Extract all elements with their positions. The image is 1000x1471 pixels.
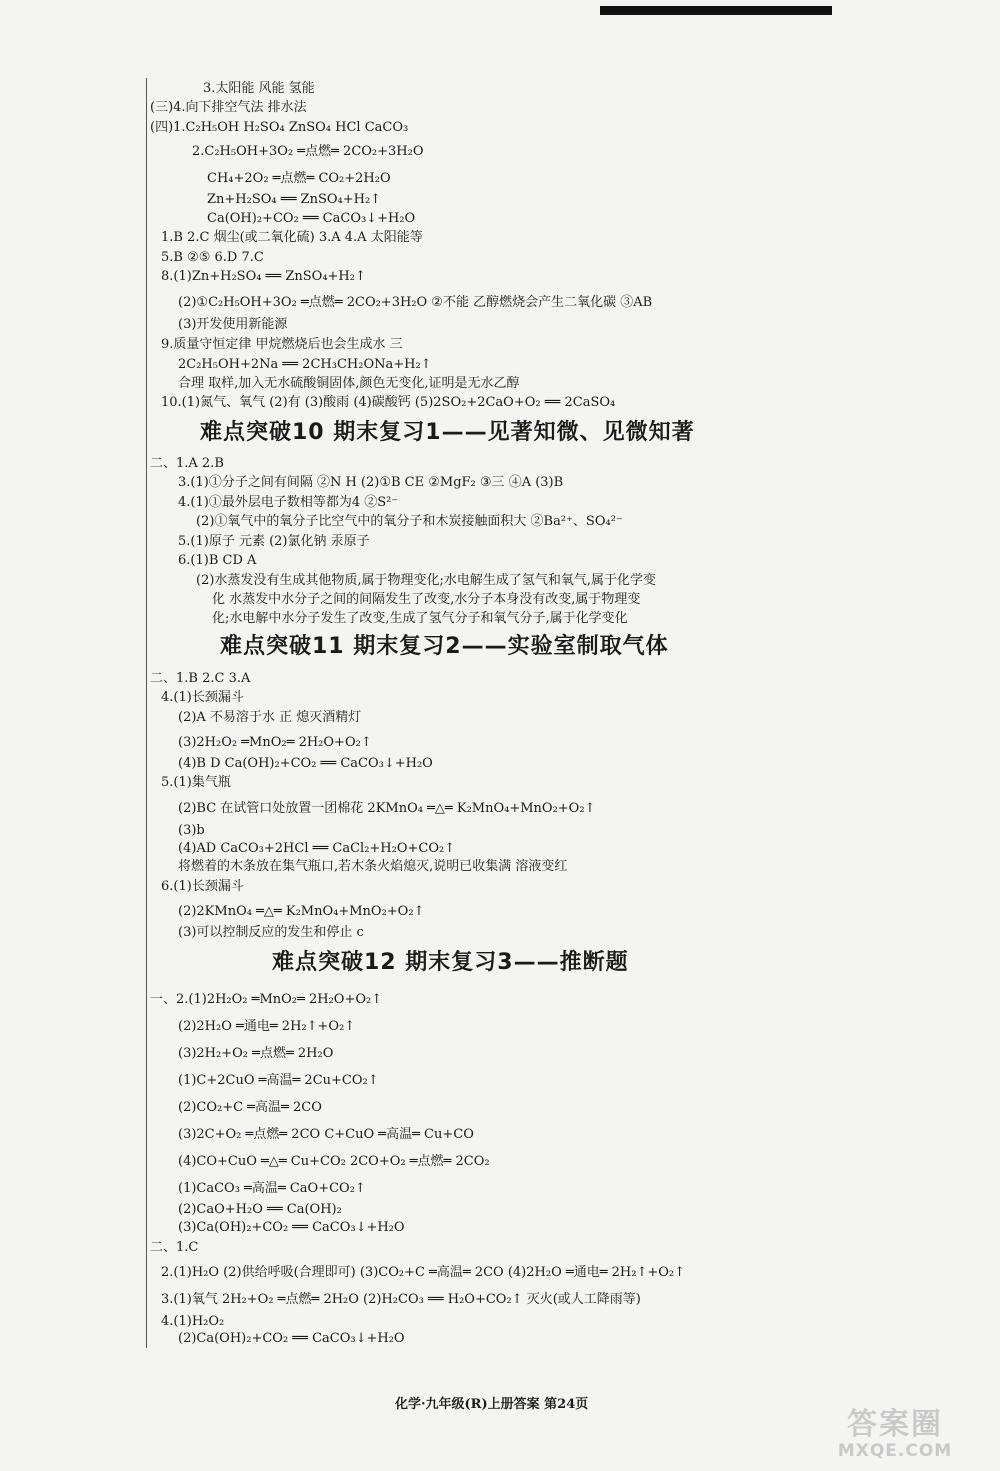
answer-line: (四)1.C₂H₅OH H₂SO₄ ZnSO₄ HCl CaCO₃: [150, 120, 409, 135]
answer-line: (3)Ca(OH)₂+CO₂ ══ CaCO₃↓+H₂O: [178, 1220, 405, 1235]
answer-line: (1)CaCO₃ ═高温═ CaO+CO₂↑: [178, 1181, 366, 1196]
answer-line: 合理 取样,加入无水硫酸铜固体,颜色无变化,证明是无水乙醇: [178, 376, 520, 391]
watermark-logo: [810, 1408, 980, 1463]
answer-line: (1)C+2CuO ═高温═ 2Cu+CO₂↑: [178, 1073, 379, 1088]
answer-line: (2)CO₂+C ═高温═ 2CO: [178, 1100, 322, 1115]
answer-line: 10.(1)氮气、氧气 (2)有 (3)酸雨 (4)碳酸钙 (5)2SO₂+2CaO+O₂ ══ 2CaSO₄: [161, 395, 616, 410]
answer-line: 二、1.B 2.C 3.A: [150, 671, 251, 686]
answer-line: 4.(1)长颈漏斗: [161, 690, 244, 705]
answer-line: 5.(1)原子 元素 (2)氯化钠 汞原子: [178, 534, 370, 549]
answer-line: 4.(1)①最外层电子数相等都为4 ②S²⁻: [178, 495, 399, 510]
page-footer: 化学·九年级(R)上册答案 第24页: [395, 1397, 589, 1412]
answer-line: 1.B 2.C 烟尘(或二氧化硫) 3.A 4.A 太阳能等: [161, 230, 423, 245]
answer-line: 二、1.A 2.B: [150, 456, 224, 471]
answer-line: (2)①氧气中的氧分子比空气中的氧分子和木炭接触面积大 ②Ba²⁺、SO₄²⁻: [196, 514, 623, 529]
answer-line: (2)①C₂H₅OH+3O₂ ═点燃═ 2CO₂+3H₂O ②不能 乙醇燃烧会产生二氧化碳 ③AB: [178, 295, 653, 310]
watermark-cn: 答案圈: [847, 1407, 943, 1442]
answer-line: (4)AD CaCO₃+2HCl ══ CaCl₂+H₂O+CO₂↑: [178, 841, 456, 856]
answer-line: 3.太阳能 风能 氢能: [203, 81, 315, 96]
answer-line: 8.(1)Zn+H₂SO₄ ══ ZnSO₄+H₂↑: [161, 269, 366, 284]
answer-line: (3)开发使用新能源: [178, 317, 288, 332]
answer-line: 二、1.C: [150, 1240, 199, 1255]
answer-line: 6.(1)B CD A: [178, 553, 257, 568]
answer-line: (3)2H₂O₂ ═MnO₂═ 2H₂O+O₂↑: [178, 735, 372, 750]
answer-line: (3)b: [178, 823, 205, 838]
answer-line: (2)2H₂O ═通电═ 2H₂↑+O₂↑: [178, 1019, 356, 1034]
answer-line: 6.(1)长颈漏斗: [161, 879, 244, 894]
answer-line: (3)可以控制反应的发生和停止 c: [178, 925, 364, 940]
answer-line: 2.C₂H₅OH+3O₂ ═点燃═ 2CO₂+3H₂O: [192, 144, 424, 159]
answer-line: (三)4.向下排空气法 排水法: [150, 100, 307, 115]
answer-line: (2)A 不易溶于水 正 熄灭酒精灯: [178, 710, 362, 725]
answer-line: (3)2C+O₂ ═点燃═ 2CO C+CuO ═高温═ Cu+CO: [178, 1127, 474, 1142]
answer-line: 将燃着的木条放在集气瓶口,若木条火焰熄灭,说明已收集满 溶液变红: [178, 859, 568, 874]
answer-line: 化 水蒸发中水分子之间的间隔发生了改变,水分子本身没有改变,属于物理变: [212, 592, 641, 607]
answer-line: 2C₂H₅OH+2Na ══ 2CH₃CH₂ONa+H₂↑: [178, 357, 432, 372]
section-title: 难点突破12 期末复习3——推断题: [272, 950, 629, 975]
answer-line: (4)CO+CuO ═△═ Cu+CO₂ 2CO+O₂ ═点燃═ 2CO₂: [178, 1154, 490, 1169]
answer-line: 5.B ②⑤ 6.D 7.C: [161, 250, 264, 265]
margin-line: [146, 78, 147, 1348]
answer-line: 3.(1)氧气 2H₂+O₂ ═点燃═ 2H₂O (2)H₂CO₃ ══ H₂O+CO₂↑ 灭火(或人工降雨等): [161, 1292, 641, 1307]
section-title: 难点突破10 期末复习1——见著知微、见微知著: [200, 420, 695, 445]
answer-line: 4.(1)H₂O₂: [161, 1314, 225, 1329]
answer-line: (2)BC 在试管口处放置一团棉花 2KMnO₄ ═△═ K₂MnO₄+MnO₂+O₂↑: [178, 801, 596, 816]
answer-line: Ca(OH)₂+CO₂ ══ CaCO₃↓+H₂O: [207, 211, 416, 226]
answer-line: (2)2KMnO₄ ═△═ K₂MnO₄+MnO₂+O₂↑: [178, 904, 425, 919]
section-title: 难点突破11 期末复习2——实验室制取气体: [220, 634, 669, 659]
top-bar: [600, 6, 832, 15]
answer-line: 化;水电解中水分子发生了改变,生成了氢气分子和氧气分子,属于化学变化: [212, 611, 628, 626]
answer-line: (2)水蒸发没有生成其他物质,属于物理变化;水电解生成了氢气和氧气,属于化学变: [196, 573, 657, 588]
answer-line: 3.(1)①分子之间有间隔 ②N H (2)①B CE ②MgF₂ ③三 ④A (3)B: [178, 475, 564, 490]
answer-line: 2.(1)H₂O (2)供给呼吸(合理即可) (3)CO₂+C ═高温═ 2CO (4)2H₂O ═通电═ 2H₂↑+O₂↑: [161, 1265, 686, 1280]
answer-line: 一、2.(1)2H₂O₂ ═MnO₂═ 2H₂O+O₂↑: [150, 992, 383, 1007]
answer-line: (4)B D Ca(OH)₂+CO₂ ══ CaCO₃↓+H₂O: [178, 756, 433, 771]
answer-line: 5.(1)集气瓶: [161, 775, 231, 790]
answer-line: 9.质量守恒定律 甲烷燃烧后也会生成水 三: [161, 337, 403, 352]
answer-line: (2)CaO+H₂O ══ Ca(OH)₂: [178, 1202, 342, 1217]
watermark-en: MXQE.COM: [837, 1441, 953, 1461]
answer-line: CH₄+2O₂ ═点燃═ CO₂+2H₂O: [207, 171, 391, 186]
answer-line: (2)Ca(OH)₂+CO₂ ══ CaCO₃↓+H₂O: [178, 1331, 405, 1346]
answer-line: (3)2H₂+O₂ ═点燃═ 2H₂O: [178, 1046, 334, 1061]
answer-line: Zn+H₂SO₄ ══ ZnSO₄+H₂↑: [207, 192, 382, 207]
